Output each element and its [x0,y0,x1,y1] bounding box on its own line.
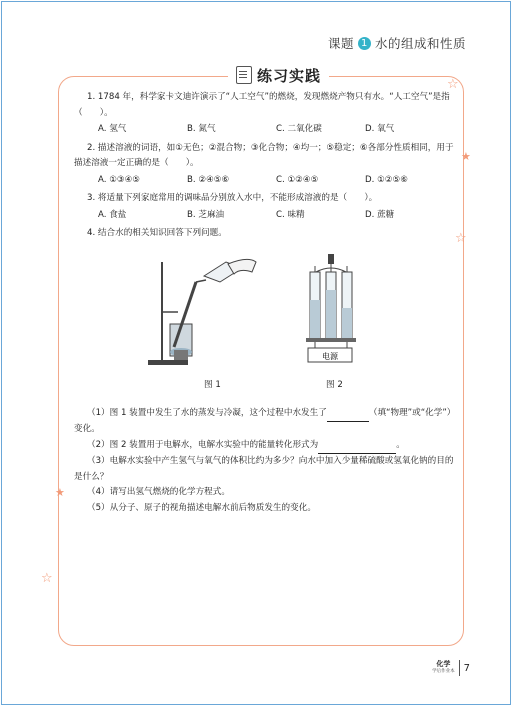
question-4: 4. 结合水的相关知识回答下列问题。 [87,228,227,238]
power-supply-label: 电源 [322,351,338,361]
option: C. 二氧化碳 [276,124,322,134]
option: D. ①②⑤⑥ [365,174,408,185]
sub-question-5: （5）从分子、原子的视角描述电解水前后物质发生的变化。 [87,502,316,513]
option: D. 氧气 [365,124,395,134]
sub-question-3: （3）电解水实验中产生氢气与氧气的体积比约为多少？向水中加入少量稀硫酸或氢氧化钠的目的是什么？ [74,456,454,482]
page-header [328,34,466,52]
sub-question-4: （4）请写出氢气燃烧的化学方程式。 [87,487,230,497]
section-title [228,64,329,86]
figure-1-caption: 图 1 [204,379,221,390]
footer-divider [459,660,460,676]
figure-2-caption: 图 2 [326,379,343,390]
sub-question-2 [74,438,454,455]
exercise-content [74,90,454,516]
star-icon: ☆ [455,231,467,246]
star-icon: ★ [55,486,65,499]
question-3: 3. 将适量下列家庭常用的调味品分别放入水中，不能形成溶液的是（ ）。 [87,193,378,203]
page-number: 7 [463,662,470,674]
figure-1-apparatus [144,252,264,370]
answer-blank[interactable] [327,406,369,423]
brand-subtitle: 学后作业本 [432,669,455,674]
brand-name: 化学 [436,660,451,668]
question-2-options [98,173,454,189]
option: C. 味精 [276,209,305,220]
sub-question-1-text: （1）图 1 装置中发生了水的蒸发与冷凝，这个过程中水发生了 [87,407,327,418]
question-2: 2. 描述溶液的词语，如①无色；②混合物；③化合物；④均一；⑤稳定；⑥各部分性质相同，用于描述溶液一定正确的是（ ）。 [74,142,454,168]
option: C. ①②④⑤ [276,174,319,185]
option: A. ①③④⑤ [98,174,141,185]
page-footer [432,660,470,676]
section-title-text: 练习实践 [257,66,322,85]
question-1: 1. 1784 年，科学家卡文迪许演示了“人工空气”的燃烧，发现燃烧产物只有水。“人工空气”是指（ ）。 [74,92,450,118]
sub-question-1-text-end: （填“物理”或“化学”）变化。 [74,407,452,434]
sub-question-2-text: （2）图 2 装置用于电解水，电解水实验中的能量转化形式为 [87,439,319,450]
option: B. 芝麻油 [187,209,225,220]
option: B. ②④⑤⑥ [187,174,230,185]
option: B. 氮气 [187,124,216,134]
notepad-icon [236,66,252,84]
header-title: 水的组成和性质 [374,36,466,51]
lesson-number-badge: 1 [358,37,371,50]
answer-blank[interactable] [318,438,396,455]
star-icon: ☆ [447,77,459,92]
figure-2-apparatus [296,250,366,372]
option: A. 食盐 [98,209,127,220]
option: A. 氢气 [98,124,127,134]
brand-logo [432,660,455,676]
sub-question-2-end: 。 [396,439,405,450]
sub-question-1 [74,406,454,438]
header-prefix: 课题 [327,36,354,51]
question-3-options [98,208,454,224]
star-icon: ☆ [41,571,53,586]
question-1-options [98,122,454,138]
figures [74,244,454,394]
star-icon: ★ [461,150,471,163]
option: D. 蔗糖 [365,209,395,220]
